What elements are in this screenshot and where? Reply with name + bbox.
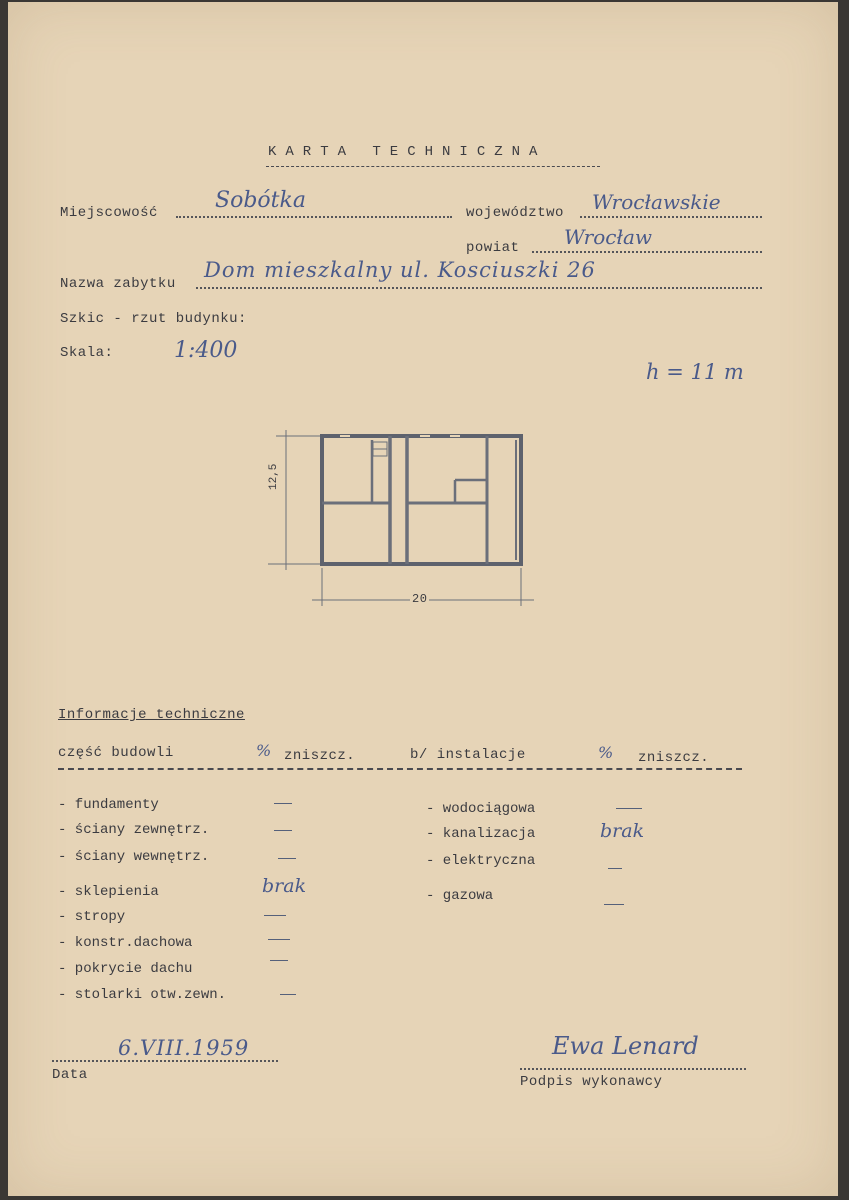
- width-dimension: 20: [412, 592, 428, 606]
- right-item-value: brak: [600, 820, 645, 842]
- wojewodztwo-label: województwo: [466, 205, 564, 221]
- wojewodztwo-value: Wrocławskie: [592, 190, 721, 214]
- powiat-value: Wrocław: [564, 225, 652, 249]
- miejscowosc-value: Sobótka: [215, 188, 306, 213]
- right-item-label: - elektryczna: [426, 853, 536, 869]
- signature-label: Podpis wykonawcy: [520, 1074, 663, 1090]
- right-item-dash: [608, 868, 622, 869]
- left-item-label: - stolarki otw.zewn.: [58, 987, 227, 1003]
- col-b-suffix: zniszcz.: [638, 750, 710, 766]
- tech-heading: Informacje techniczne: [58, 707, 245, 723]
- date-label: Data: [52, 1067, 88, 1083]
- left-item-label: - stropy: [58, 909, 126, 925]
- szkic-label: Szkic - rzut budynku:: [60, 311, 247, 327]
- skala-label: Skala:: [60, 345, 114, 361]
- date-dots: [52, 1060, 278, 1062]
- col-a-pct: %: [256, 741, 272, 760]
- left-item-label: - konstr.dachowa: [58, 935, 193, 951]
- col-b-heading: b/ instalacje: [410, 747, 526, 763]
- left-item-dash: [274, 830, 292, 831]
- date-value: 6.VIII.1959: [118, 1036, 250, 1060]
- left-item-label: - ściany zewnętrz.: [58, 822, 210, 838]
- left-item-dash: [264, 915, 286, 916]
- left-item-value: brak: [262, 875, 307, 897]
- right-item-label: - wodociągowa: [426, 801, 536, 817]
- col-b-pct: %: [598, 743, 614, 762]
- right-item-label: - kanalizacja: [426, 826, 536, 842]
- left-item-dash: [280, 994, 296, 995]
- skala-value: 1:400: [174, 338, 238, 363]
- right-item-label: - gazowa: [426, 888, 494, 904]
- left-item-label: - ściany wewnętrz.: [58, 849, 210, 865]
- left-item-label: - sklepienia: [58, 884, 159, 900]
- left-item-dash: [274, 803, 292, 804]
- left-item-dash: [270, 960, 288, 961]
- left-item-label: - fundamenty: [58, 797, 159, 813]
- left-item-label: - pokrycie dachu: [58, 961, 193, 977]
- nazwa-label: Nazwa zabytku: [60, 276, 176, 292]
- height-note: h = 11 m: [646, 360, 744, 384]
- left-item-dash: [268, 939, 290, 940]
- right-item-dash: [604, 904, 624, 905]
- signature-value: Ewa Lenard: [552, 1032, 699, 1060]
- col-a-heading: część budowli: [58, 745, 174, 761]
- nazwa-value: Dom mieszkalny ul. Kosciuszki 26: [204, 258, 596, 282]
- left-item-dash: [278, 858, 296, 859]
- miejscowosc-label: Miejscowość: [60, 205, 158, 221]
- col-a-suffix: zniszcz.: [284, 748, 356, 764]
- powiat-label: powiat: [466, 240, 520, 256]
- signature-dots: [520, 1068, 746, 1070]
- page-title: KARTA TECHNICZNA: [268, 144, 547, 160]
- tech-header-rule: [58, 768, 742, 770]
- right-item-dash: [616, 808, 642, 809]
- depth-dimension: 12,5: [268, 463, 280, 490]
